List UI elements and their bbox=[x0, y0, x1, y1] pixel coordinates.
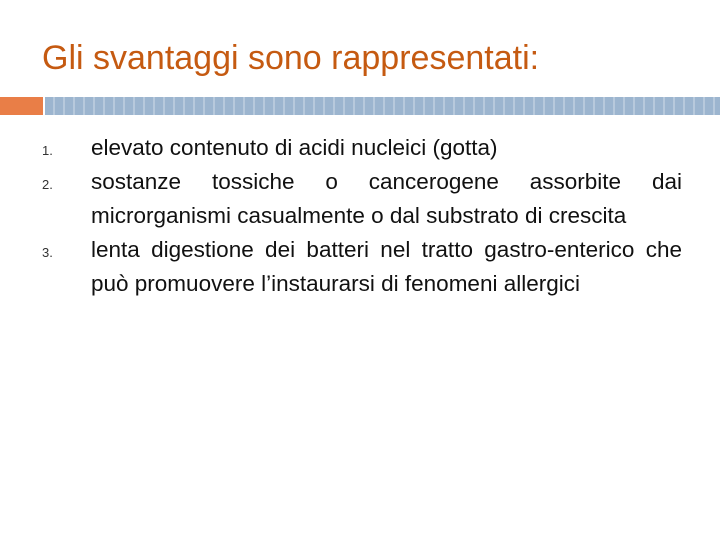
list-item bbox=[42, 131, 682, 165]
list-item-text: lenta digestione dei batteri nel tratto gastro-enterico che può promuovere l’instaurarsi di fenomeni allergici bbox=[91, 237, 682, 296]
list-item bbox=[42, 233, 682, 301]
list-item-number: 3. bbox=[42, 245, 53, 260]
accent-block bbox=[0, 97, 43, 115]
accent-bar bbox=[45, 97, 720, 115]
list-item-text: sostanze tossiche o cancerogene assorbite dai microrganismi casualmente o dal substrato di crescita bbox=[91, 169, 682, 228]
numbered-list bbox=[42, 131, 682, 301]
list-item-number: 2. bbox=[42, 177, 53, 192]
list-item-text: elevato contenuto di acidi nucleici (gotta) bbox=[91, 135, 498, 160]
slide-title: Gli svantaggi sono rappresentati: bbox=[42, 39, 540, 77]
list-item bbox=[42, 165, 682, 233]
list-item-number: 1. bbox=[42, 143, 53, 158]
